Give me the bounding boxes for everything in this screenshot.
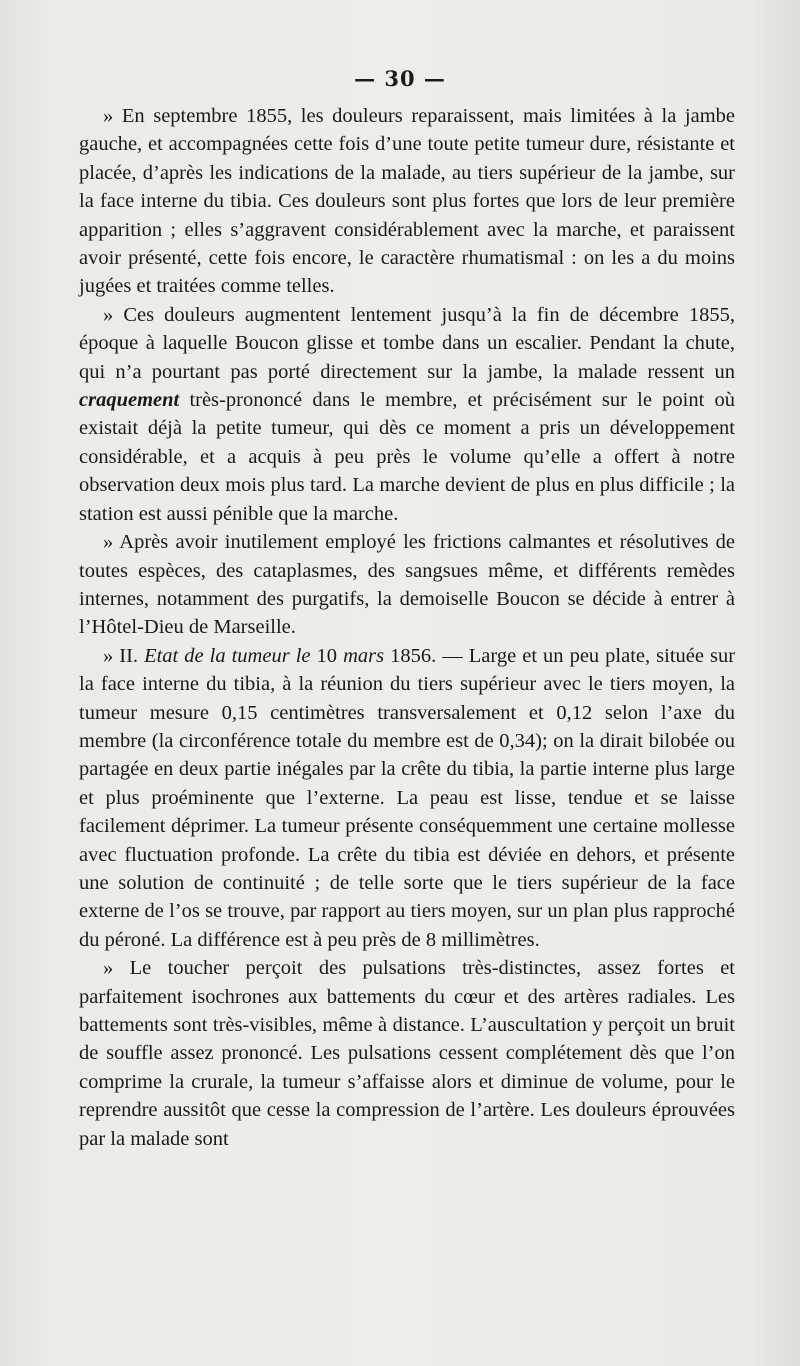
section-heading-b: mars [343,644,385,667]
paragraph-4-text: — Large et un peu plate, située sur la face interne du tibia, à la réunion du tiers supérieur avec le tiers moyen, la tumeur mesure 0,15 centimètres transversalement et 0,12 selon l’axe du membre (la circonférence totale du membre est de 0,34); on la dirait bilobée ou partagée en deux partie inégales par la crête du tibia, la partie interne plus large et plus proéminente que l’externe. La peau est lisse, tendue et se laisse facilement déprimer. La tumeur présente conséquemment une certaine mollesse avec fluctuation profonde. La crête du tibia est déviée en dehors, et présente une solution de continuité ; de telle sorte que le tiers supérieur de la face externe de l’os se trouve, par rapport au tiers moyen, sur un plan plus rapproché du péroné. La différence est à peu près de 8 millimètres. [79,644,736,951]
section-number: » II. [103,644,139,667]
paragraph-4 [79,642,735,954]
paragraph-1: » En septembre 1855, les douleurs reparaissent, mais limitées à la jambe gauche, et accompagnées cette fois d’une toute petite tumeur dure, résistante et placée, d’après les indications de la malade, au tiers supérieur de la jambe, sur la face interne du tibia. Ces douleurs sont plus fortes que lors de leur première apparition ; elles s’aggravent considérablement avec la marche, et paraissent avoir présenté, cette fois encore, le caractère rhumatismal : on les a du moins jugées et traitées comme telles. [79,105,735,298]
paragraph-2-end: très-prononcé dans le membre, et précisément sur le point où existait déjà la petite tumeur, qui dès ce moment a pris un développement considérable, et a acquis à peu près le volume qu’elle a offert à notre observation deux mois plus tard. La marche devient de plus en plus difficile ; la station est aussi pénible que la marche. [79,389,736,525]
page-number: — 30 — [354,66,446,91]
body-text [79,102,735,1153]
paragraph-3: » Après avoir inutilement employé les frictions calmantes et résolutives de toutes espèces, des cataplasmes, des sangsues même, et différents remèdes internes, notamment des purgatifs, la demoiselle Boucon se décide à entrer à l’Hôtel-Dieu de Marseille. [79,531,735,639]
paragraph-2 [79,301,735,528]
section-date-day: 10 [316,644,338,667]
section-heading-a: Etat de la tumeur le [144,644,311,667]
paragraph-5: » Le toucher perçoit des pulsations très-distinctes, assez fortes et parfaitement isochrones aux battements du cœur et des artères radiales. Les battements sont très-visibles, même à distance. L’auscultation y perçoit un bruit de souffle assez prononcé. Les pulsations cessent complétement dès que l’on comprime la crurale, la tumeur s’affaisse alors et diminue de volume, pour le reprendre aussitôt que cesse la compression de l’artère. Les douleurs éprouvées par la malade sont [79,957,735,1150]
section-year: 1856. [390,644,437,667]
italic-term-craquement: craquement [79,389,180,412]
paragraph-2-start: » Ces douleurs augmentent lentement jusqu’à la fin de décembre 1855, époque à laquelle Boucon glisse et tombe dans un escalier. Pendant la chute, qui n’a pourtant pas porté directement sur la jambe, la malade ressent un [79,303,735,383]
